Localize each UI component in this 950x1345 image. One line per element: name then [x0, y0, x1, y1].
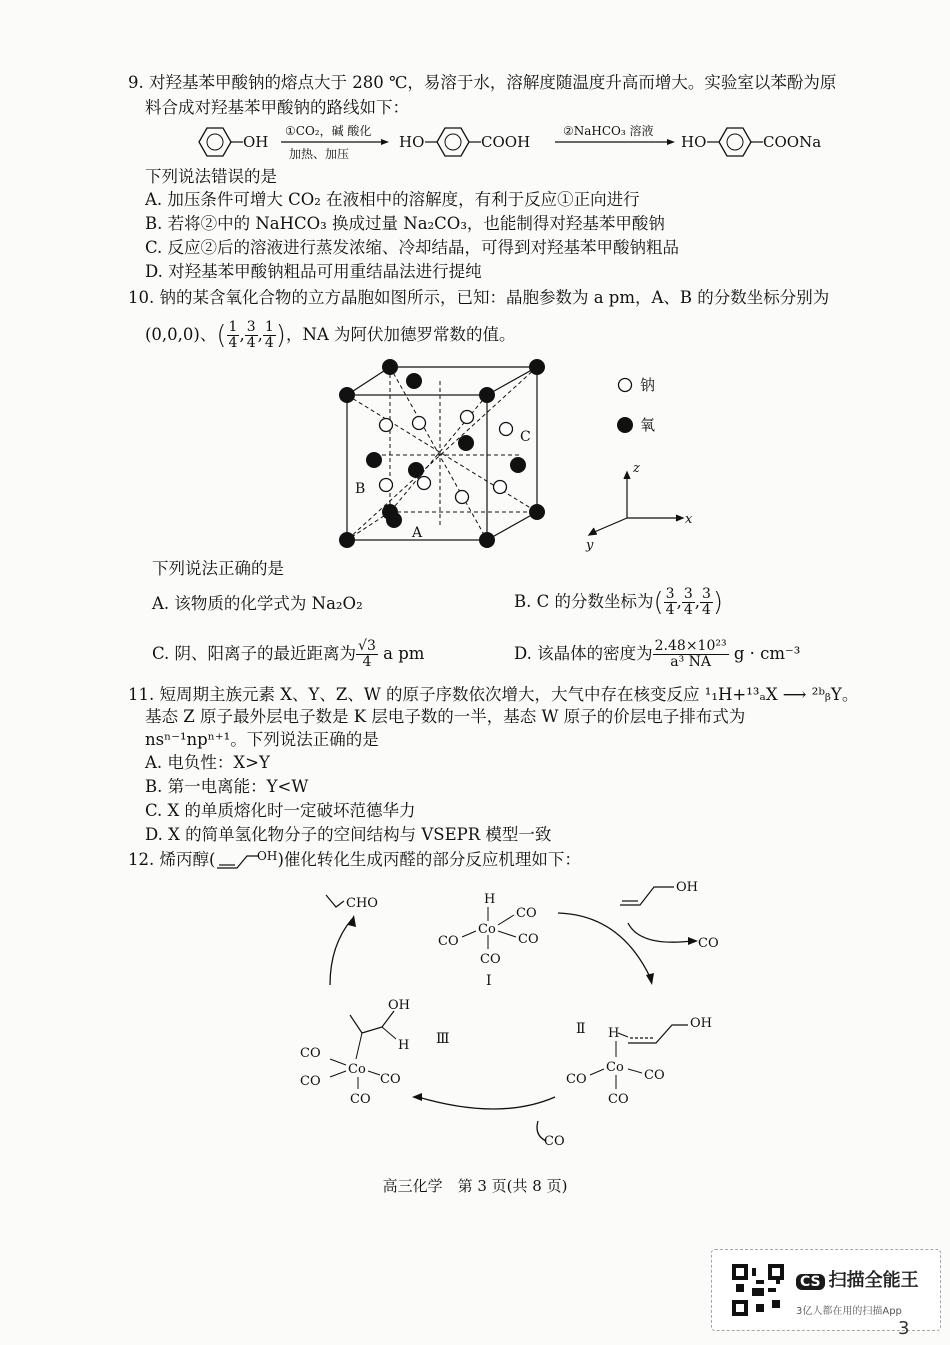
- svg-text:CO: CO: [544, 1134, 565, 1149]
- q9-line2: 料合成对羟基苯甲酸钠的路线如下：: [145, 98, 409, 117]
- complex-iii: [300, 998, 450, 1107]
- qr-code-icon: [732, 1264, 784, 1316]
- svg-text:CO: CO: [518, 932, 539, 947]
- svg-text:CO: CO: [380, 1072, 401, 1087]
- axis-x: x: [685, 512, 693, 527]
- svg-text:H: H: [484, 892, 496, 907]
- svg-text:Co: Co: [606, 1060, 624, 1075]
- q10-option-d: D. 该晶体的密度为 $\frac{\text{2.48×10²³}}{\text{a³ NA}}$ g · cm⁻³: [514, 638, 801, 670]
- page-number: 3: [898, 1318, 910, 1339]
- axes: [589, 472, 683, 535]
- svg-text:CO: CO: [438, 934, 459, 949]
- svg-text:CO: CO: [480, 952, 501, 967]
- legend-oxygen: 氧: [640, 416, 656, 434]
- svg-text:OH: OH: [257, 850, 278, 863]
- label-c: C: [520, 429, 531, 445]
- svg-text:CO: CO: [566, 1072, 587, 1087]
- q11-line3: nsⁿ⁻¹npⁿ⁺¹。下列说法正确的是: [145, 730, 379, 749]
- svg-text:Co: Co: [478, 922, 496, 937]
- svg-text:HO: HO: [399, 133, 425, 151]
- q11-line2: 基态 Z 原子最外层电子数是 K 层电子数的一半，基态 W 原子的价层电子排布式为: [145, 707, 746, 726]
- page-footer: 高三化学 第 3 页(共 8 页): [382, 1177, 568, 1195]
- scanner-brand: CS 扫描全能王: [796, 1266, 919, 1292]
- svg-text:CO: CO: [608, 1092, 629, 1107]
- q10-line1: 10. 钠的某含氧化合物的立方晶胞如图所示，已知：晶胞参数为 a pm，A、B 的分数坐标分别为: [128, 288, 830, 307]
- label-a: A: [412, 525, 423, 541]
- q10-option-a: A. 该物质的化学式为 Na₂O₂: [152, 594, 363, 613]
- allyl-alcohol-inline: [215, 851, 277, 871]
- svg-text:OH: OH: [690, 1016, 712, 1031]
- propanal-product: [326, 895, 378, 911]
- phenol-oh: OH: [243, 133, 269, 151]
- complex-ii: [566, 1016, 712, 1107]
- q10-prompt: 下列说法正确的是: [152, 559, 284, 578]
- step1-arrow: [281, 123, 389, 161]
- svg-text:H: H: [398, 1038, 410, 1053]
- axis-y: y: [586, 538, 594, 553]
- label-i: Ⅰ: [486, 973, 492, 989]
- label-b: B: [355, 481, 366, 497]
- svg-text:CO: CO: [644, 1068, 665, 1083]
- svg-text:CO: CO: [350, 1092, 371, 1107]
- q9-prompt: 下列说法错误的是: [145, 167, 277, 186]
- svg-text:OH: OH: [388, 998, 410, 1013]
- step2-arrow: [555, 123, 675, 145]
- label-ii: Ⅱ: [576, 1021, 586, 1037]
- q10-option-b: B. C 的分数坐标为( $\frac{3}{4}$ , $\frac{3}{4}$ , $\frac{3}{4}$ ): [514, 586, 724, 618]
- q9-option-b: B. 若将②中的 NaHCO₃ 换成过量 Na₂CO₃，也能制得对羟基苯甲酸钠: [145, 214, 665, 233]
- phenol-structure: [199, 128, 268, 156]
- svg-text:HO: HO: [681, 133, 707, 151]
- axis-z: z: [633, 461, 640, 476]
- q11-line1: 11. 短周期主族元素 X、Y、Z、W 的原子序数依次增大，大气中存在核变反应 ¹₁H+¹³ₐX ⟶ ²ᵇᵦY。: [128, 685, 859, 704]
- allyl-alcohol-reactant: [620, 880, 719, 951]
- svg-text:CO: CO: [516, 906, 537, 921]
- svg-text:H: H: [608, 1026, 620, 1041]
- svg-text:COOH: COOH: [481, 133, 531, 151]
- q9-synthesis-scheme: [185, 118, 885, 166]
- label-iii: Ⅲ: [436, 1031, 450, 1047]
- svg-text:COONa: COONa: [763, 133, 822, 151]
- q11-option-d: D. X 的简单氢化物分子的空间结构与 VSEPR 模型一致: [145, 825, 552, 844]
- svg-text:CO: CO: [300, 1074, 321, 1089]
- q11-option-a: A. 电负性：X>Y: [145, 753, 270, 772]
- q9-line1: 9. 对羟基苯甲酸钠的熔点大于 280 ℃，易溶于水，溶解度随温度升高而增大。实验室以苯酚为原: [128, 73, 837, 92]
- svg-text:CO: CO: [698, 936, 719, 951]
- q10-line2: (0,0,0)、( $\frac{1}{4}$ , $\frac{3}{4}$ , $\frac{1}{4}$ )，NA 为阿伏加德罗常数的值。: [145, 319, 516, 351]
- step1-conditions-bottom: 加热、加压: [289, 147, 350, 161]
- q12-line1: 12. 烯丙醇( OH )催化转化生成丙醛的部分反应机理如下：: [128, 850, 581, 869]
- hydroxybenzoic-acid-structure: [399, 128, 530, 156]
- svg-text:OH: OH: [676, 880, 698, 895]
- crystal-cell-diagram: [330, 355, 710, 555]
- complex-i: [438, 892, 539, 989]
- step2-conditions: ②NaHCO₃ 溶液: [563, 124, 654, 138]
- legend: [617, 376, 655, 434]
- svg-text:CHO: CHO: [346, 896, 378, 911]
- legend-sodium: 钠: [640, 376, 656, 394]
- svg-text:Co: Co: [348, 1062, 366, 1077]
- step1-conditions-top: ①CO₂，碱 酸化: [285, 124, 372, 138]
- q10-option-c: C. 阴、阳离子的最近距离为 $\frac{√3}{4}$ a pm: [152, 638, 425, 670]
- q9-option-a: A. 加压条件可增大 CO₂ 在液相中的溶解度，有利于反应①正向进行: [145, 190, 640, 209]
- q9-option-c: C. 反应②后的溶液进行蒸发浓缩、冷却结晶，可得到对羟基苯甲酸钠粗品: [145, 238, 680, 257]
- q11-option-b: B. 第一电离能：Y<W: [145, 777, 309, 796]
- catalytic-cycle-diagram: [290, 875, 750, 1165]
- scanner-subtitle: 3亿人都在用的扫描App: [796, 1306, 902, 1317]
- svg-text:CO: CO: [300, 1046, 321, 1061]
- q11-option-c: C. X 的单质熔化时一定破坏范德华力: [145, 801, 416, 820]
- sodium-atoms: [380, 411, 513, 504]
- sodium-hydroxybenzoate-structure: [681, 128, 821, 156]
- q9-option-d: D. 对羟基苯甲酸钠粗品可用重结晶法进行提纯: [145, 262, 482, 281]
